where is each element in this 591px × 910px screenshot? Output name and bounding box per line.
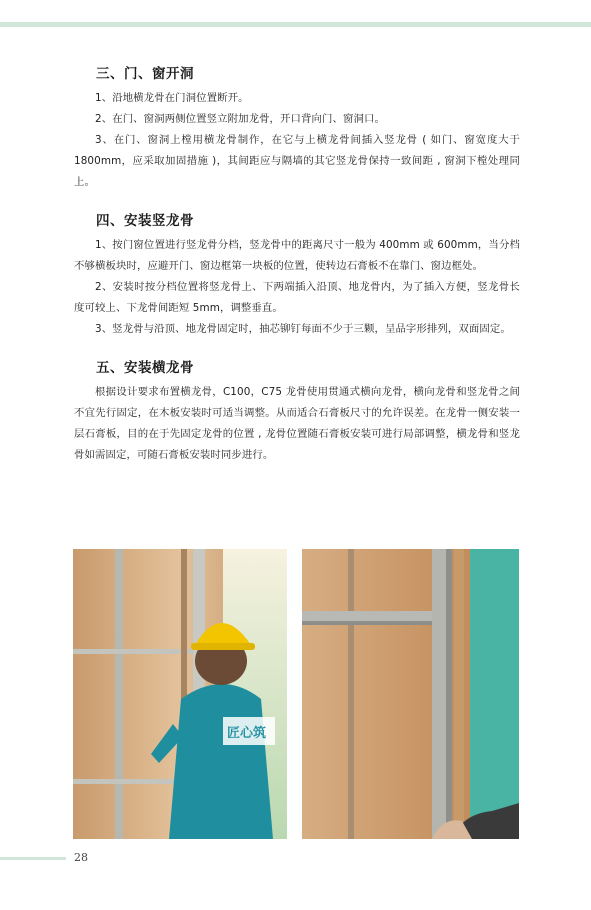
- section-door-window-opening: [74, 62, 520, 193]
- paragraph: 2、在门、窗洞两侧位置竖立附加龙骨，开口背向门、窗洞口。: [95, 113, 385, 125]
- section-heading: 四、安装竖龙骨: [96, 213, 194, 229]
- worker-installing-keel-illustration: [73, 549, 287, 839]
- footer-accent-line: [0, 857, 66, 860]
- keel-closeup-photo: [302, 549, 519, 839]
- paragraph: 1、按门窗位置进行竖龙骨分档，竖龙骨中的距离尺寸一般为 400mm 或 600mm，当分档不够横板块时，应避开门、窗边框第一块板的位置，使转边石膏板不在靠门、窗边框处。: [74, 239, 520, 272]
- keel-closeup-illustration: [302, 549, 519, 839]
- paragraph: 根据设计要求布置横龙骨，C100，C75 龙骨使用贯通式横向龙骨，横向龙骨和竖龙骨之间不宜先行固定，在木板安装时可适当调整。从而适合石膏板尺寸的允许误差。在龙骨一侧安装一层石膏板，目的在于先固定龙骨的位置 , 龙骨位置随石膏板安装可进行局部调整，横龙骨和竖龙骨如需固定，可随石膏板安装时同步进行。: [74, 386, 520, 461]
- photo-row: [73, 549, 519, 839]
- section-heading: 三、门、窗开洞: [96, 66, 194, 82]
- section-vertical-keel: [74, 209, 520, 340]
- paragraph: 3、在门、窗洞上樘用横龙骨制作，在它与上横龙骨间插入竖龙骨 ( 如门、窗宽度大于 1800mm，应采取加固措施 )，其间距应与隔墙的其它竖龙骨保持一致间距 , 窗洞下樘处理同上。: [74, 134, 520, 188]
- top-accent-band: [0, 22, 591, 27]
- section-heading: 五、安装横龙骨: [96, 360, 194, 376]
- paragraph: 3、竖龙骨与沿顶、地龙骨固定时，抽芯铆钉每面不少于三颗，呈品字形排列，双面固定。: [95, 323, 511, 335]
- jacket-logo-text: 匠心筑: [227, 726, 267, 741]
- section-horizontal-keel: [74, 356, 520, 466]
- page-number: 28: [74, 851, 88, 864]
- paragraph: 1、沿地横龙骨在门洞位置断开。: [95, 92, 249, 104]
- page-content: [74, 62, 520, 480]
- paragraph: 2、安装时按分档位置将竖龙骨上、下两端插入沿顶、地龙骨内，为了插入方便，竖龙骨长度可较上、下龙骨间距短 5mm，调整垂直。: [74, 281, 520, 314]
- worker-installing-keel-photo: [73, 549, 287, 839]
